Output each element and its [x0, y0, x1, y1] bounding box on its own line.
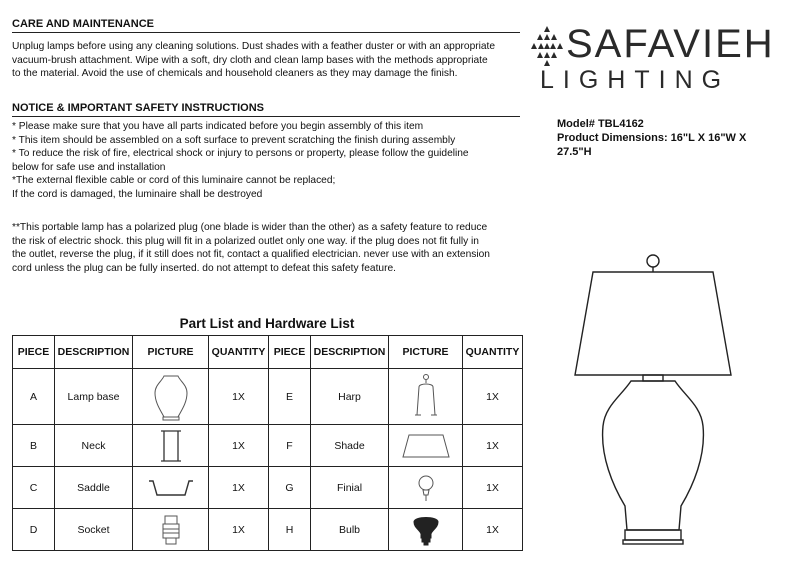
- header-piece: PIECE: [269, 336, 311, 369]
- picture-cell: [389, 509, 463, 551]
- model-number: Model# TBL4162: [557, 118, 644, 130]
- header-picture: PICTURE: [133, 336, 209, 369]
- table-row: [13, 369, 523, 425]
- quantity-cell: 1X: [463, 425, 523, 467]
- description-cell: Socket: [55, 509, 133, 551]
- piece-cell: F: [269, 425, 311, 467]
- safety-line: * To reduce the risk of fire, electrical shock or injury to persons or property, please follow the guideline: [12, 148, 469, 160]
- quantity-cell: 1X: [209, 509, 269, 551]
- description-cell: Saddle: [55, 467, 133, 509]
- brand-name: SAFAVIEH: [566, 22, 775, 66]
- brand-logo: [530, 18, 800, 98]
- picture-cell: [133, 509, 209, 551]
- parts-table: [12, 335, 523, 551]
- piece-cell: G: [269, 467, 311, 509]
- picture-cell: [133, 467, 209, 509]
- piece-cell: D: [13, 509, 55, 551]
- piece-cell: B: [13, 425, 55, 467]
- quantity-cell: 1X: [209, 467, 269, 509]
- care-text: [12, 40, 522, 81]
- chandelier-icon: [530, 24, 564, 68]
- care-line: to the material. Avoid the use of chemicals and household cleaners as they may damage the finish.: [12, 68, 458, 80]
- table-row: [13, 425, 523, 467]
- table-header-row: [13, 336, 523, 369]
- shade-drawing: [575, 272, 731, 375]
- harp-icon: [411, 373, 441, 421]
- piece-cell: H: [269, 509, 311, 551]
- header-description: DESCRIPTION: [55, 336, 133, 369]
- saddle-icon: [147, 477, 195, 499]
- piece-cell: E: [269, 369, 311, 425]
- lamp-base-icon: [149, 373, 193, 421]
- quantity-cell: 1X: [463, 509, 523, 551]
- quantity-cell: 1X: [463, 369, 523, 425]
- safety-line: *The external flexible cable or cord of this luminaire cannot be replaced;: [12, 175, 336, 187]
- product-info: [557, 117, 797, 159]
- header-description: DESCRIPTION: [311, 336, 389, 369]
- table-row: [13, 509, 523, 551]
- finial-drawing: [647, 255, 659, 272]
- picture-cell: [389, 467, 463, 509]
- piece-cell: A: [13, 369, 55, 425]
- parts-table-title: Part List and Hardware List: [179, 316, 355, 331]
- safety-line: * Please make sure that you have all parts indicated before you begin assembly of this item: [12, 121, 424, 132]
- quantity-cell: 1X: [209, 369, 269, 425]
- header-quantity: QUANTITY: [463, 336, 523, 369]
- care-line: vacuum-brush attachment. Wipe with a soft, dry cloth and clean lamp bases with the methods appropriate: [12, 54, 488, 66]
- base-drawing: [603, 381, 704, 530]
- description-cell: Bulb: [311, 509, 389, 551]
- lamp-illustration: [573, 250, 743, 560]
- plug-note: [12, 221, 522, 275]
- safety-line: below for safe use and installation: [12, 161, 166, 173]
- table-row: [13, 467, 523, 509]
- brand-sub: LIGHTING: [540, 66, 731, 94]
- neck-icon: [159, 429, 183, 463]
- plug-note-line: the risk of electric shock. this plug will fit in a polarized outlet only one way. if the plug does not fit fully in: [12, 235, 479, 247]
- picture-cell: [133, 425, 209, 467]
- plug-note-line: the outlet, reverse the plug, if it still does not fit, contact a qualified electrician. never use with an extension: [12, 249, 490, 261]
- description-cell: Shade: [311, 425, 389, 467]
- safety-line: * This item should be assembled on a soft surface to prevent scratching the finish during assembly: [12, 134, 456, 146]
- dimensions-line: Product Dimensions: 16"L X 16"W X: [557, 132, 747, 144]
- safety-text: [12, 120, 522, 202]
- finial-icon: [413, 473, 439, 503]
- neck-drawing: [643, 375, 663, 381]
- plug-note-line: cord unless the plug can be fully inserted. do not attempt to defeat this safety feature.: [12, 262, 396, 274]
- plug-note-line: **This portable lamp has a polarized plug (one blade is wider than the other) as a safety feature to reduce: [12, 222, 488, 233]
- safety-line: If the cord is damaged, the luminaire shall be destroyed: [12, 188, 263, 200]
- header-piece: PIECE: [13, 336, 55, 369]
- shade-icon: [401, 433, 451, 459]
- care-line: Unplug lamps before using any cleaning solutions. Dust shades with a feather duster or with an appropriate: [12, 41, 496, 52]
- header-quantity: QUANTITY: [209, 336, 269, 369]
- description-cell: Harp: [311, 369, 389, 425]
- description-cell: Lamp base: [55, 369, 133, 425]
- bulb-icon: [411, 514, 441, 546]
- quantity-cell: 1X: [209, 425, 269, 467]
- care-heading: CARE AND MAINTENANCE: [12, 18, 520, 33]
- picture-cell: [389, 425, 463, 467]
- quantity-cell: 1X: [463, 467, 523, 509]
- dimensions-line: 27.5"H: [557, 146, 592, 158]
- description-cell: Finial: [311, 467, 389, 509]
- piece-cell: C: [13, 467, 55, 509]
- picture-cell: [389, 369, 463, 425]
- socket-icon: [160, 514, 182, 546]
- safety-heading: NOTICE & IMPORTANT SAFETY INSTRUCTIONS: [12, 102, 520, 117]
- header-picture: PICTURE: [389, 336, 463, 369]
- description-cell: Neck: [55, 425, 133, 467]
- picture-cell: [133, 369, 209, 425]
